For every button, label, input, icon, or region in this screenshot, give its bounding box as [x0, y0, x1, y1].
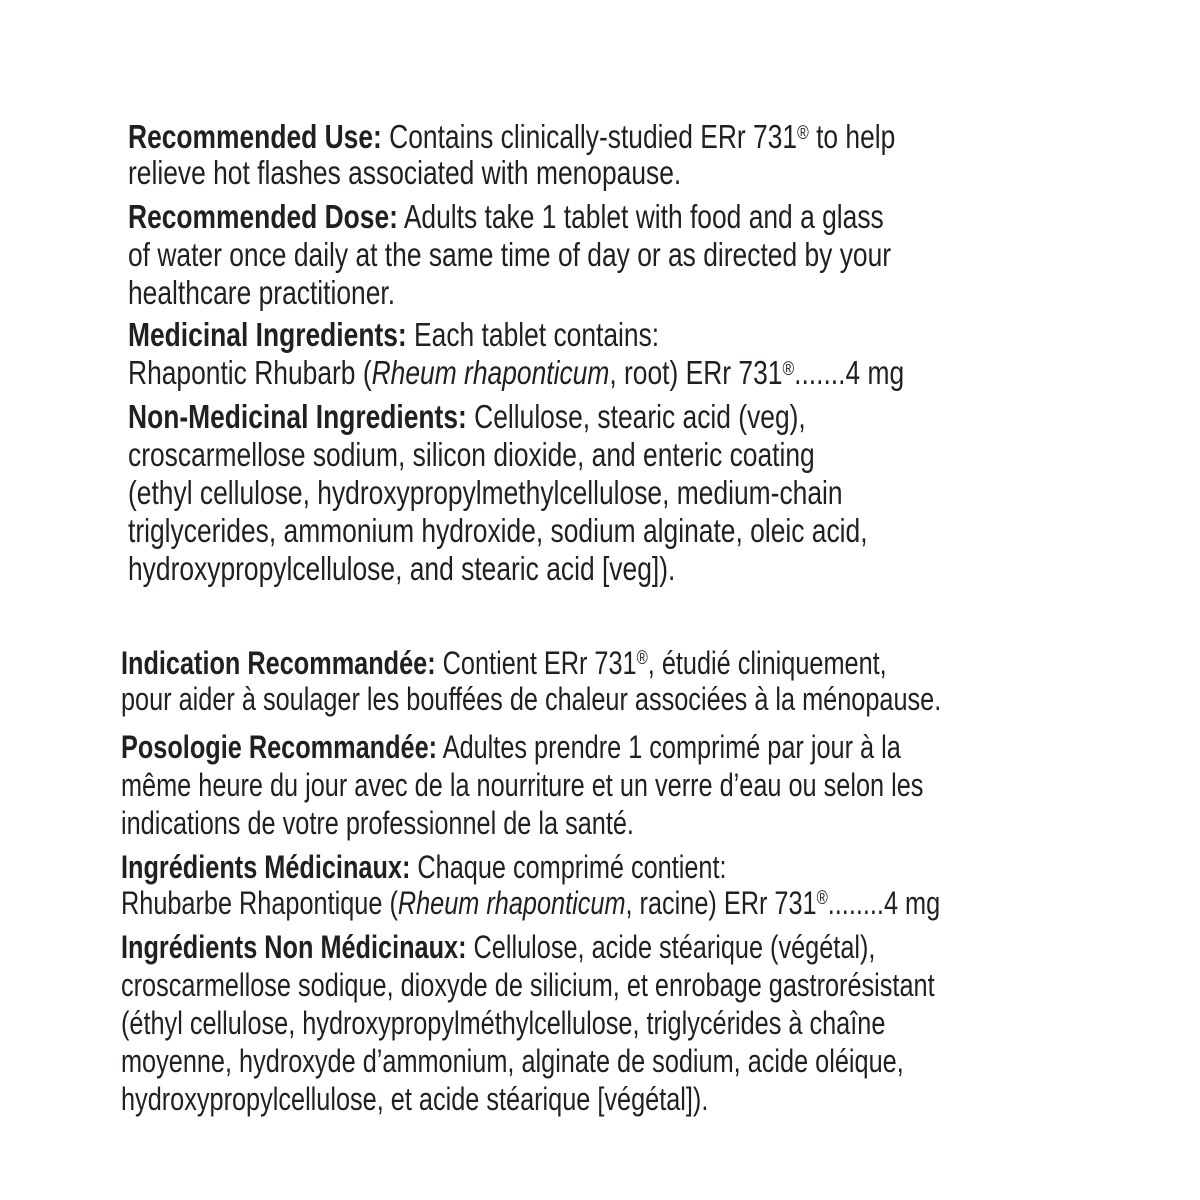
ingredient-part: , root) ERr 731: [609, 354, 783, 391]
posologie-text-2: même heure du jour avec de la nourriture et un verre d’eau ou selon les: [121, 767, 924, 803]
posologie-text-3: indications de votre professionnel de la santé.: [121, 805, 634, 841]
recommended-dose-line-3: [128, 274, 395, 312]
posologie-line-1: [121, 728, 901, 766]
ingredient-latin-name-fr: Rheum rhaponticum: [397, 885, 626, 921]
posologie-line-3: [121, 804, 634, 842]
non-medicinal-ingredients-line-4: [128, 512, 868, 550]
posologie-line-2: [121, 766, 923, 804]
indication-text: Contient ERr 731: [435, 645, 637, 681]
registered-mark: ®: [636, 648, 648, 669]
ingredients-non-medicinaux-text: Cellulose, acide stéarique (végétal),: [466, 929, 876, 965]
registered-mark: ®: [816, 888, 828, 909]
recommended-dose-text: Adults take 1 tablet with food and a glass: [397, 198, 884, 235]
indication-line-1: [121, 644, 887, 682]
recommended-dose-text-2: of water once daily at the same time of day or as directed by your: [128, 236, 892, 273]
ingredients-non-medicinaux-line-1: [121, 928, 875, 966]
ingredient-name-fr: Rhubarbe Rhapontique (: [121, 885, 398, 921]
non-medicinal-ingredients-line-3: [128, 474, 843, 512]
ingredients-non-medicinaux-line-2: [121, 966, 935, 1004]
medicinal-ingredients-text: Each tablet contains:: [406, 316, 660, 353]
non-medicinal-ingredients-text: Cellulose, stearic acid (veg),: [466, 398, 806, 435]
registered-mark: ®: [782, 358, 795, 380]
recommended-use-text: Contains clinically-studied ERr 731: [381, 118, 798, 155]
ingredients-non-medicinaux-line-5: [121, 1080, 708, 1118]
ingredient-latin-name: Rheum rhaponticum: [371, 354, 610, 391]
non-medicinal-ingredients-text-4: triglycerides, ammonium hydroxide, sodium alginate, oleic acid,: [128, 512, 868, 549]
ingredients-non-medicinaux-text-3: (éthyl cellulose, hydroxypropylméthylcellulose, triglycérides à chaîne: [121, 1005, 886, 1041]
indication-text-cont: , étudié cliniquement,: [647, 645, 887, 681]
ingredients-non-medicinaux-label: Ingrédients Non Médicinaux:: [121, 929, 467, 965]
ingredient-name: Rhapontic Rhubarb (: [128, 354, 372, 391]
ingredients-medicinaux-label: Ingrédients Médicinaux:: [121, 849, 411, 885]
ingredient-medicinal-row-fr: [121, 884, 940, 922]
non-medicinal-ingredients-text-2: croscarmellose sodium, silicon dioxide, and enteric coating: [128, 436, 815, 473]
indication-text-2: pour aider à soulager les bouffées de chaleur associées à la ménopause.: [121, 681, 942, 717]
ingredient-amount: .......4 mg: [794, 354, 905, 391]
ingredients-medicinaux-text: Chaque comprimé contient:: [410, 849, 727, 885]
recommended-use-text-cont: to help: [808, 118, 896, 155]
ingredients-non-medicinaux-line-4: [121, 1042, 904, 1080]
medicinal-ingredients-line-1: [128, 316, 659, 354]
ingredients-non-medicinaux-line-3: [121, 1004, 885, 1042]
recommended-dose-text-3: healthcare practitioner.: [128, 274, 396, 311]
recommended-use-label: Recommended Use:: [128, 118, 382, 155]
recommended-dose-line-1: [128, 198, 884, 236]
posologie-text: Adultes prendre 1 comprimé par jour à la: [437, 729, 901, 765]
non-medicinal-ingredients-line-1: [128, 398, 806, 436]
ingredient-part-fr: , racine) ERr 731: [625, 885, 817, 921]
ingredients-non-medicinaux-text-4: moyenne, hydroxyde d’ammonium, alginate de sodium, acide oléique,: [121, 1043, 904, 1079]
recommended-dose-line-2: [128, 236, 891, 274]
non-medicinal-ingredients-line-2: [128, 436, 815, 474]
ingredients-non-medicinaux-text-2: croscarmellose sodique, dioxyde de silicium, et enrobage gastrorésistant: [121, 967, 935, 1003]
recommended-use-text-2: relieve hot flashes associated with menopause.: [128, 154, 682, 191]
non-medicinal-ingredients-label: Non-Medicinal Ingredients:: [128, 398, 467, 435]
recommended-use-line-2: [128, 154, 681, 192]
non-medicinal-ingredients-text-5: hydroxypropylcellulose, and stearic acid [veg]).: [128, 550, 676, 587]
posologie-label: Posologie Recommandée:: [121, 729, 438, 765]
ingredients-non-medicinaux-text-5: hydroxypropylcellulose, et acide stéarique [végétal]).: [121, 1081, 709, 1117]
indication-line-2: [121, 680, 941, 718]
ingredients-medicinaux-line-1: [121, 848, 727, 886]
medicinal-ingredients-label: Medicinal Ingredients:: [128, 316, 407, 353]
indication-label: Indication Recommandée:: [121, 645, 436, 681]
recommended-use-line-1: [128, 118, 895, 156]
non-medicinal-ingredients-text-3: (ethyl cellulose, hydroxypropylmethylcellulose, medium-chain: [128, 474, 843, 511]
recommended-dose-label: Recommended Dose:: [128, 198, 398, 235]
medicinal-ingredient-row: [128, 354, 904, 392]
ingredient-amount-fr: ........4 mg: [827, 885, 941, 921]
non-medicinal-ingredients-line-5: [128, 550, 675, 588]
registered-mark: ®: [797, 122, 809, 144]
